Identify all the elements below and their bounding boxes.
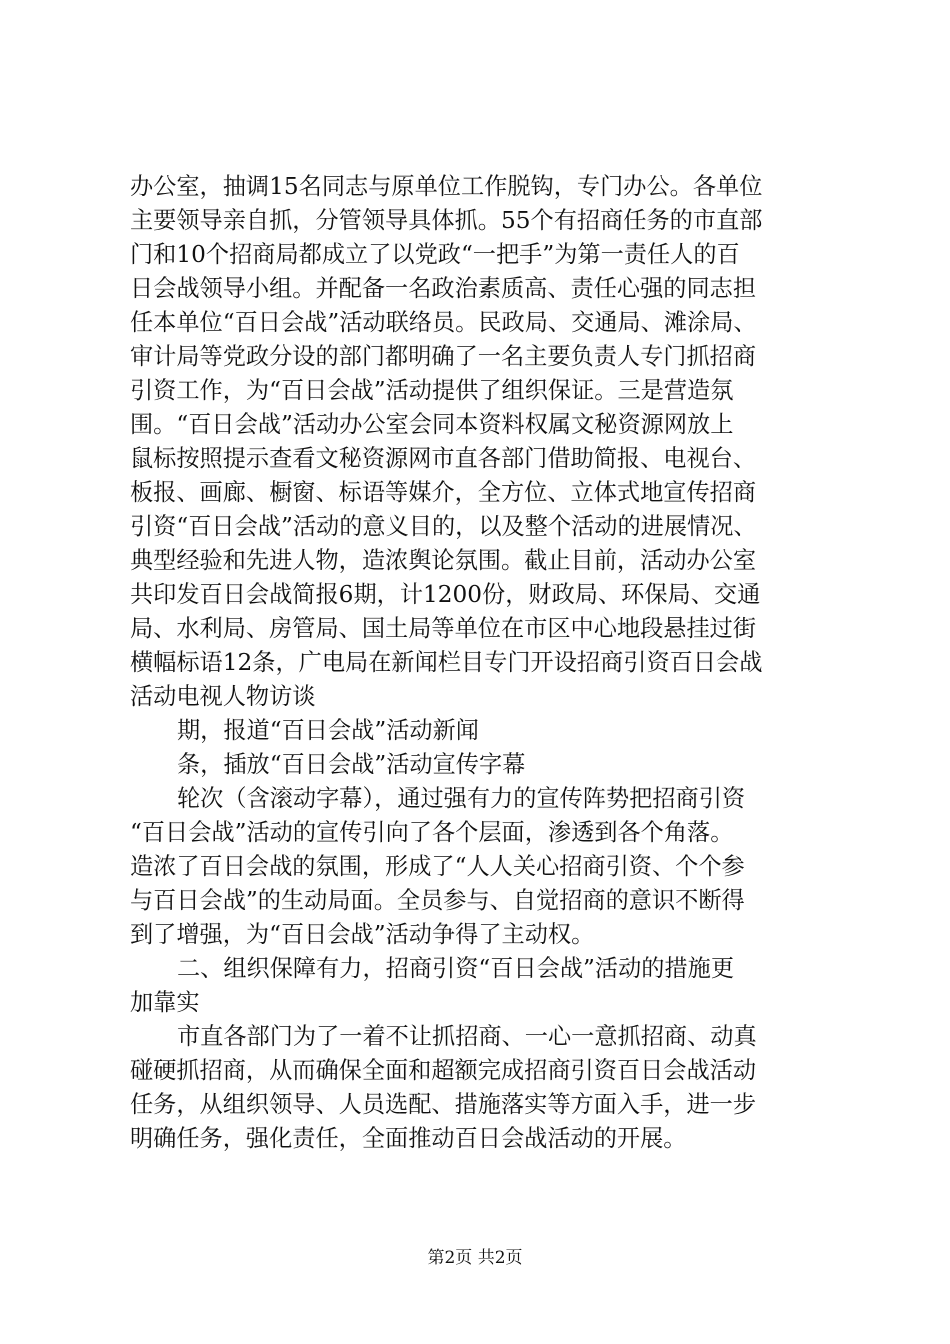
text-line: 局、水利局、房管局、国土局等单位在市区中心地段悬挂过街 bbox=[130, 615, 757, 642]
text-line: 鼠标按照提示查看文秘资源网市直各部门借助简报、电视台、 bbox=[130, 445, 757, 472]
text-line: 引资“百日会战”活动的意义目的，以及整个活动的进展情况、 bbox=[130, 513, 757, 540]
text-line: 横幅标语12条，广电局在新闻栏目专门开设招商引资百日会战 bbox=[130, 649, 763, 676]
text-line: 造浓了百日会战的氛围，形成了“人人关心招商引资、个个参 bbox=[130, 853, 745, 880]
page-footer: 第2页 共2页 bbox=[427, 1248, 523, 1268]
text-line: 审计局等党政分设的部门都明确了一名主要负责人专门抓招商 bbox=[130, 343, 757, 370]
text-line: 轮次（含滚动字幕），通过强有力的宣传阵势把招商引资 bbox=[177, 785, 746, 812]
text-line: 条，插放“百日会战”活动宣传字幕 bbox=[177, 751, 526, 778]
text-line: 共印发百日会战简报6期，计1200份，财政局、环保局、交通 bbox=[130, 581, 761, 608]
text-line: 期，报道“百日会战”活动新闻 bbox=[177, 717, 479, 744]
section-heading-cont: 加靠实 bbox=[130, 989, 200, 1016]
text-line: 任本单位“百日会战”活动联络员。民政局、交通局、滩涂局、 bbox=[130, 309, 757, 336]
text-line: 活动电视人物访谈 bbox=[130, 683, 316, 710]
text-line: 日会战领导小组。并配备一名政治素质高、责任心强的同志担 bbox=[130, 275, 757, 302]
text-line: 任务，从组织领导、人员选配、措施落实等方面入手，进一步 bbox=[130, 1091, 757, 1118]
text-line: 板报、画廊、橱窗、标语等媒介，全方位、立体式地宣传招商 bbox=[130, 479, 757, 506]
text-line: 主要领导亲自抓，分管领导具体抓。55个有招商任务的市直部 bbox=[130, 207, 763, 234]
text-line: 围。“百日会战”活动办公室会同本资料权属文秘资源网放上 bbox=[130, 411, 734, 438]
document-body bbox=[130, 170, 830, 1156]
section-heading: 二、组织保障有力，招商引资“百日会战”活动的措施更 bbox=[177, 955, 735, 982]
text-line: 与百日会战”的生动局面。全员参与、自觉招商的意识不断得 bbox=[130, 887, 745, 914]
text-line: 碰硬抓招商，从而确保全面和超额完成招商引资百日会战活动 bbox=[130, 1057, 757, 1084]
text-line: 典型经验和先进人物，造浓舆论氛围。截止目前，活动办公室 bbox=[130, 547, 757, 574]
text-line: “百日会战”活动的宣传引向了各个层面，渗透到各个角落。 bbox=[130, 819, 734, 846]
text-line: 到了增强，为“百日会战”活动争得了主动权。 bbox=[130, 921, 595, 948]
text-line: 市直各部门为了一着不让抓招商、一心一意抓招商、动真 bbox=[177, 1023, 757, 1050]
text-line: 办公室，抽调15名同志与原单位工作脱钩，专门办公。各单位 bbox=[130, 173, 763, 200]
text-line: 门和10个招商局都成立了以党政“一把手”为第一责任人的百 bbox=[130, 241, 740, 268]
text-line: 引资工作，为“百日会战”活动提供了组织保证。三是营造氛 bbox=[130, 377, 734, 404]
text-line: 明确任务，强化责任，全面推动百日会战活动的开展。 bbox=[130, 1125, 687, 1152]
